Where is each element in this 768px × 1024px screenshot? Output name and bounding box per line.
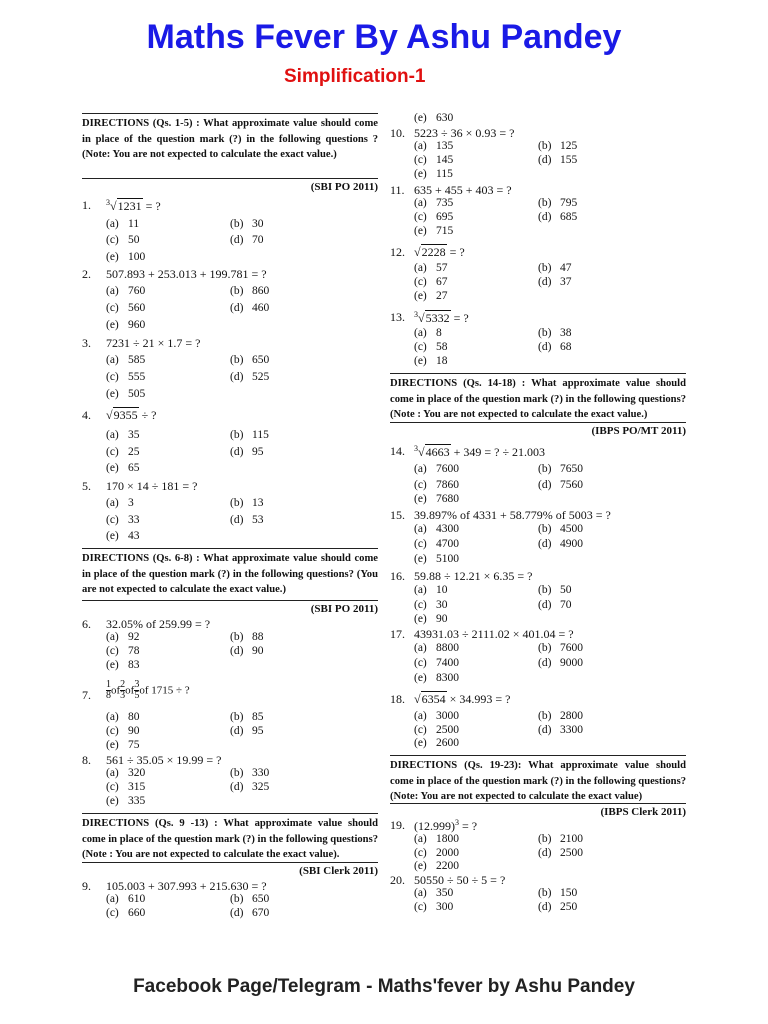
option-a: (a) 10: [414, 584, 448, 596]
question-text: 39.897% of 4331 + 58.779% of 5003 = ?: [414, 508, 611, 522]
option-c: (c) 555: [106, 371, 146, 383]
question-number: 1.: [82, 198, 91, 212]
question-6: [82, 617, 378, 679]
question-text: 635 + 455 + 403 = ?: [414, 183, 512, 197]
question-text: $\frac{1}{8}$ of $\frac{2}{3}$ of $\frac{3}{5}$ of 1715 ÷ ?: [106, 679, 190, 701]
option-e: (e) 5100: [414, 553, 459, 565]
question-tail: of 1715 ÷ ?: [139, 684, 190, 697]
option-a: (a) 610: [106, 893, 146, 905]
question-number: 2.: [82, 267, 91, 281]
option-e: (e) 960: [106, 319, 146, 331]
option-c: (c) 50: [106, 234, 140, 246]
question-tail: ÷ ?: [138, 408, 157, 422]
option-b: (b) 115: [230, 429, 269, 441]
fraction-1: $\frac{1}{8}$: [106, 679, 111, 701]
option-d: (d) 95: [230, 446, 264, 458]
option-b: (b) 7650: [538, 463, 583, 475]
directions-4: DIRECTIONS (Qs. 14-18) : What approximate value should come in place of the question mark (?) in the following questions? (Note : You are not expected to calculate the exact value.): [390, 373, 686, 423]
option-a: (a) 8: [414, 327, 442, 339]
option-a: (a) 760: [106, 285, 146, 297]
question-text: 561 ÷ 35.05 × 19.99 = ?: [106, 753, 222, 767]
option-d: (d) 4900: [538, 538, 583, 550]
question-text: 59.88 ÷ 12.21 × 6.35 = ?: [414, 569, 533, 583]
question-number: 13.: [390, 310, 405, 324]
option-c: (c) 67: [414, 276, 448, 288]
question-number: 6.: [82, 617, 91, 631]
option-e: (e) 7680: [414, 493, 459, 505]
option-d: (d) 155: [538, 154, 578, 166]
option-d: (d) 460: [230, 302, 270, 314]
option-e: (e) 90: [414, 613, 448, 625]
question-number: 15.: [390, 508, 405, 522]
option-b: (b) 650: [230, 354, 270, 366]
question-number: 10.: [390, 126, 405, 140]
question-number: 5.: [82, 479, 91, 493]
question-7: [82, 680, 378, 754]
question-5: [82, 479, 378, 547]
option-d: (d) 7560: [538, 479, 583, 491]
left-column: [82, 0, 378, 1024]
option-b: (b) 2100: [538, 833, 583, 845]
option-d: (d) 325: [230, 781, 270, 793]
option-d: (d) 685: [538, 211, 578, 223]
option-b: (b) 860: [230, 285, 270, 297]
radicand: 6354: [421, 692, 446, 706]
option-e: (e) 43: [106, 530, 140, 542]
option-a: (a) 7600: [414, 463, 459, 475]
question-number: 4.: [82, 408, 91, 422]
question-text: √6354 × 34.993 = ?: [414, 692, 511, 706]
option-a: (a) 135: [414, 140, 454, 152]
option-a: (a) 3: [106, 497, 134, 509]
question-tail: = ?: [450, 311, 469, 325]
question-12: [390, 245, 686, 305]
option-b: (b) 125: [538, 140, 578, 152]
option-b: (b) 38: [538, 327, 572, 339]
question-text: √9355 ÷ ?: [106, 408, 157, 422]
question-number: 11.: [390, 183, 405, 197]
question-text: 5223 ÷ 36 × 0.93 = ?: [414, 126, 515, 140]
question-text: $^3$√1231 = ?: [106, 198, 161, 213]
question-tail: × 34.993 = ?: [446, 692, 511, 706]
question-19: [390, 818, 686, 874]
option-b: (b) 330: [230, 767, 270, 779]
question-tail: = ?: [142, 199, 161, 213]
option-a: (a) 350: [414, 887, 454, 899]
question-text: $^3$√4663 + 349 = ? ÷ 21.003: [414, 444, 546, 459]
option-d: (d) 70: [538, 599, 572, 611]
directions-2: DIRECTIONS (Qs. 6-8) : What approximate value should come in place of the question mark (?) in the following questions? (You are not expected to calculate the exact value.): [82, 548, 378, 598]
option-d: (d) 9000: [538, 657, 583, 669]
option-a: (a) 8800: [414, 642, 459, 654]
option-a: (a) 735: [414, 197, 454, 209]
option-e: (e) 75: [106, 739, 140, 751]
option-c: (c) 7860: [414, 479, 459, 491]
option-d: (d) 525: [230, 371, 270, 383]
fraction-2: $\frac{2}{3}$: [120, 679, 126, 701]
option-a: (a) 80: [106, 711, 140, 723]
page-subtitle: Simplification-1: [284, 66, 426, 87]
source-5: (IBPS Clerk 2011): [390, 803, 686, 818]
question-number: 14.: [390, 444, 405, 458]
question-number: 9.: [82, 879, 91, 893]
question-number: 12.: [390, 245, 405, 259]
question-10: [390, 126, 686, 182]
option-a: (a) 3000: [414, 710, 459, 722]
source-1: (SBI PO 2011): [82, 178, 378, 193]
question-text: 507.893 + 253.013 + 199.781 = ?: [106, 267, 267, 281]
root-index: 3: [106, 198, 110, 207]
question-14: [390, 444, 686, 508]
option-c: (c) 30: [414, 599, 448, 611]
question-number: 18.: [390, 692, 405, 706]
question-tail: = ?: [446, 245, 465, 259]
option-d: (d) 95: [230, 725, 264, 737]
option-d: (d) 68: [538, 341, 572, 353]
option-b: (b) 795: [538, 197, 578, 209]
question-3: [82, 336, 378, 404]
root-index: 3: [414, 310, 418, 319]
option-c: (c) 2000: [414, 847, 459, 859]
option-c: (c) 25: [106, 446, 140, 458]
right-column: [390, 0, 686, 1024]
option-c: (c) 7400: [414, 657, 459, 669]
question-number: 16.: [390, 569, 405, 583]
option-b: (b) 47: [538, 262, 572, 274]
question-number: 17.: [390, 627, 405, 641]
option-c: (c) 33: [106, 514, 140, 526]
option-e: (e) 83: [106, 659, 140, 671]
root-index: 3: [414, 444, 418, 453]
option-e: (e) 8300: [414, 672, 459, 684]
radicand: 5332: [425, 311, 450, 325]
radicand: 9355: [113, 408, 138, 422]
question-text: 170 × 14 ÷ 181 = ?: [106, 479, 198, 493]
option-a: (a) 57: [414, 262, 448, 274]
question-17: [390, 627, 686, 687]
question-16: [390, 569, 686, 625]
question-1: [82, 198, 378, 266]
option-b: (b) 88: [230, 631, 264, 643]
option-e: (e) 100: [106, 251, 146, 263]
option-d: (d) 3300: [538, 724, 583, 736]
question-text: √2228 = ?: [414, 245, 465, 259]
option-d: (d) 90: [230, 645, 264, 657]
option-e: (e) 2200: [414, 860, 459, 872]
question-text: $^3$√5332 = ?: [414, 310, 469, 325]
option-e: (e) 715: [414, 225, 454, 237]
option-e: (e) 27: [414, 290, 448, 302]
question-4: [82, 408, 378, 476]
radicand: 2228: [421, 245, 446, 259]
directions-1: DIRECTIONS (Qs. 1-5) : What approximate value should come in place of the question mark (?) in the following questions ? (Note: You are not expected to calculate the exact value.): [82, 113, 378, 163]
option-a: (a) 92: [106, 631, 140, 643]
fraction-3: $\frac{3}{5}$: [134, 679, 140, 701]
option-c: (c) 145: [414, 154, 454, 166]
question-9-option-e: (e) 630: [414, 112, 454, 124]
option-e: (e) 2600: [414, 737, 459, 749]
question-text: 50550 ÷ 50 ÷ 5 = ?: [414, 873, 506, 887]
question-tail: = ?: [459, 819, 478, 833]
question-text: 7231 ÷ 21 × 1.7 = ?: [106, 336, 201, 350]
question-11: [390, 183, 686, 239]
question-13: [390, 310, 686, 370]
question-text: 32.05% of 259.99 = ?: [106, 617, 211, 631]
option-d: (d) 2500: [538, 847, 583, 859]
option-c: (c) 300: [414, 901, 454, 913]
page-footer: Facebook Page/Telegram - Maths'fever by Ashu Pandey: [133, 976, 635, 997]
question-number: 7.: [82, 688, 91, 702]
question-text: 105.003 + 307.993 + 215.630 = ?: [106, 879, 267, 893]
option-c: (c) 695: [414, 211, 454, 223]
question-number: 8.: [82, 753, 91, 767]
option-c: (c) 4700: [414, 538, 459, 550]
exponent: 3: [455, 818, 459, 827]
option-c: (c) 315: [106, 781, 146, 793]
option-b: (b) 85: [230, 711, 264, 723]
source-3: (SBI Clerk 2011): [82, 862, 378, 877]
option-b: (b) 50: [538, 584, 572, 596]
option-d: (d) 70: [230, 234, 264, 246]
option-c: (c) 58: [414, 341, 448, 353]
option-c: (c) 560: [106, 302, 146, 314]
question-number: 3.: [82, 336, 91, 350]
option-d: (d) 37: [538, 276, 572, 288]
question-text: $(12.999)^3$ = ?: [414, 818, 478, 833]
option-a: (a) 585: [106, 354, 146, 366]
option-e: (e) 505: [106, 388, 146, 400]
option-a: (a) 1800: [414, 833, 459, 845]
option-d: (d) 250: [538, 901, 578, 913]
option-e: (e) 18: [414, 355, 448, 367]
question-text: 43931.03 ÷ 2111.02 × 401.04 = ?: [414, 627, 574, 641]
question-8: [82, 753, 378, 813]
option-c: (c) 2500: [414, 724, 459, 736]
question-tail: + 349 = ? ÷ 21.003: [450, 445, 546, 459]
option-b: (b) 7600: [538, 642, 583, 654]
option-e: (e) 335: [106, 795, 146, 807]
question-number: 20.: [390, 873, 405, 887]
option-b: (b) 13: [230, 497, 264, 509]
question-9: [82, 879, 378, 923]
option-e: (e) 115: [414, 168, 453, 180]
option-c: (c) 90: [106, 725, 140, 737]
directions-3: DIRECTIONS (Qs. 9 -13) : What approximate value should come in place of the question mark (?) in the following questions? (Note : You are not expected to calculate the exact value).: [82, 813, 378, 863]
option-a: (a) 4300: [414, 523, 459, 535]
source-2: (SBI PO 2011): [82, 600, 378, 615]
option-a: (a) 35: [106, 429, 140, 441]
question-15: [390, 508, 686, 568]
option-b: (b) 650: [230, 893, 270, 905]
option-b: (b) 2800: [538, 710, 583, 722]
radicand: 1231: [117, 199, 142, 213]
option-b: (b) 150: [538, 887, 578, 899]
option-d: (d) 53: [230, 514, 264, 526]
option-b: (b) 30: [230, 218, 264, 230]
radicand: 4663: [425, 445, 450, 459]
option-d: (d) 670: [230, 907, 270, 919]
question-2: [82, 267, 378, 335]
option-b: (b) 4500: [538, 523, 583, 535]
option-a: (a) 320: [106, 767, 146, 779]
option-c: (c) 660: [106, 907, 146, 919]
option-c: (c) 78: [106, 645, 140, 657]
page-title: Maths Fever By Ashu Pandey: [146, 18, 622, 56]
question-20: [390, 873, 686, 917]
question-18: [390, 692, 686, 752]
option-a: (a) 11: [106, 218, 140, 230]
source-4: (IBPS PO/MT 2011): [390, 422, 686, 437]
directions-5: DIRECTIONS (Qs. 19-23): What approximate value should come in place of the question mark (?) in the following questions? (Note: You are not expected to calculate the exact value): [390, 755, 686, 805]
option-e: (e) 65: [106, 462, 140, 474]
question-number: 19.: [390, 818, 405, 832]
